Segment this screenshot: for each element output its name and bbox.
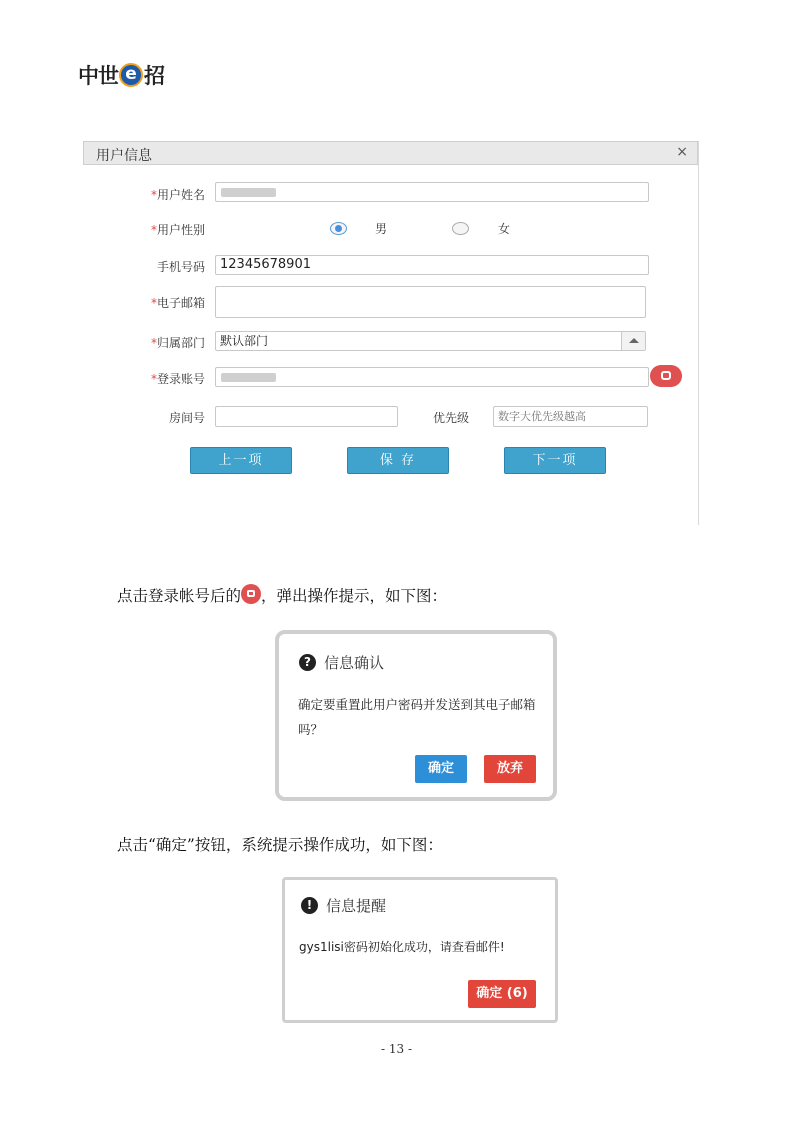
gender-label: *用户性别 [150,223,205,237]
question-icon: ? [299,654,316,671]
priority-input[interactable] [493,406,648,427]
gender-male-radio[interactable] [330,222,347,235]
name-input[interactable] [215,182,649,202]
priority-label: 优先级 [433,411,470,425]
reset-password-inline-icon [241,584,261,604]
instruction-paragraph-1: 点击登录帐号后的 ，弹出操作提示，如下图： [117,584,447,606]
next-button[interactable]: 下一项 [504,447,606,474]
phone-input[interactable]: 12345678901 [215,255,649,275]
name-label: *用户姓名 [150,188,205,202]
reset-password-icon[interactable] [650,365,682,387]
exclamation-icon: ! [301,897,318,914]
close-icon[interactable]: × [676,144,688,160]
confirm-ok-button[interactable]: 确定 [415,755,467,783]
account-label: *登录账号 [150,372,205,386]
gender-female-radio[interactable] [452,222,469,235]
gender-female-label: 女 [498,222,511,236]
room-label: 房间号 [168,411,205,425]
logo-text-left: 中世 [78,64,118,88]
email-input[interactable] [215,286,646,318]
notice-dialog-message: gys1lisi密码初始化成功，请查看邮件! [299,940,505,954]
instruction-paragraph-2: 点击“确定”按钮，系统提示操作成功，如下图： [117,836,443,854]
dept-select[interactable] [215,331,646,351]
room-input[interactable] [215,406,398,427]
dept-label: *归属部门 [150,336,205,350]
confirm-cancel-button[interactable]: 放弃 [484,755,536,783]
confirm-dialog-message: 确定要重置此用户密码并发送到其电子邮箱 吗？ [298,697,536,737]
company-logo [78,61,164,89]
logo-text-right: 招 [144,64,164,88]
notice-ok-button[interactable]: 确定 (6) [468,980,536,1008]
notice-dialog [282,877,558,1023]
account-input[interactable] [215,367,649,387]
redacted-name [221,188,276,197]
form-header [83,141,698,165]
page-number: - 13 - [380,1042,412,1056]
logo-e-icon: e [119,63,143,87]
gender-male-label: 男 [375,222,388,236]
confirm-dialog-title: ? 信息确认 [299,652,384,673]
email-label: *电子邮箱 [150,296,205,310]
save-button[interactable]: 保 存 [347,447,449,474]
user-info-form [83,141,699,525]
form-title: 用户信息 [96,148,152,164]
prev-button[interactable]: 上一项 [190,447,292,474]
redacted-account [221,373,276,382]
confirm-dialog [275,630,557,801]
chevron-up-icon[interactable] [621,332,645,350]
dept-select-value: 默认部门 [220,334,269,348]
phone-label: 手机号码 [156,260,205,274]
notice-dialog-title: ! 信息提醒 [301,895,386,916]
